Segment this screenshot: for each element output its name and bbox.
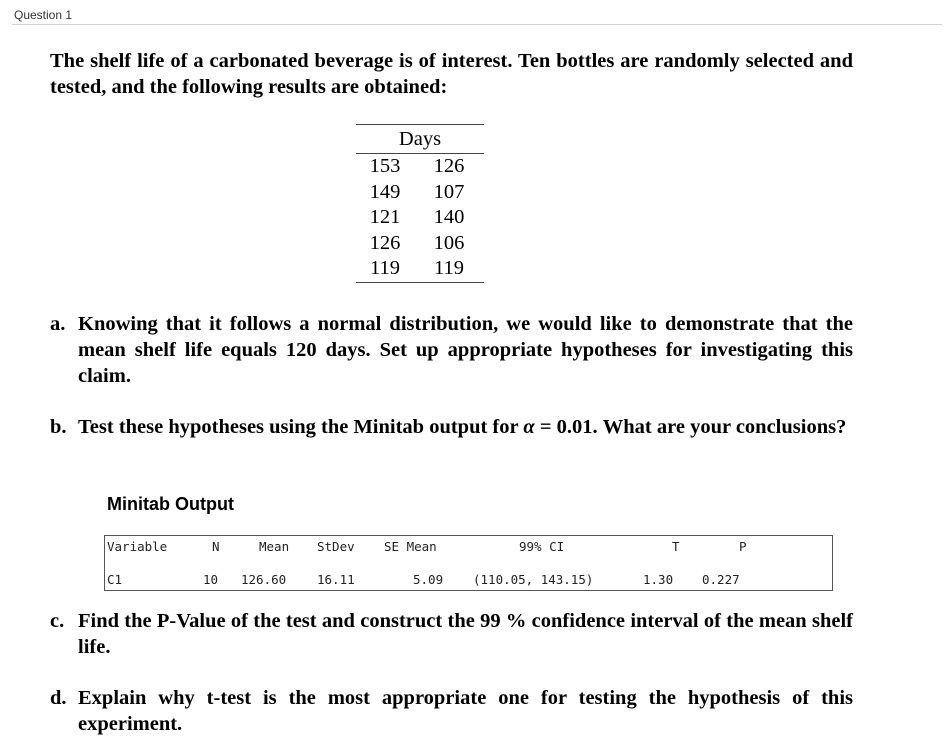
table-cell: 119 [434,257,464,279]
question-label: Question 1 [14,8,73,22]
part-d-text: Explain why t-test is the most appropriate one for testing the hypothesis of this experiment. [78,687,853,735]
days-table [356,124,484,283]
value-mean: 126.60 [241,572,287,587]
table-cell: 106 [433,231,465,254]
alpha-symbol: α [523,416,535,438]
table-cell: 126 [369,231,401,254]
minitab-output-table [104,535,833,591]
header-t: T [672,539,680,554]
table-row [356,180,484,206]
minitab-title: Minitab Output [107,494,234,514]
part-c-label: c. [50,610,65,632]
table-cell: 121 [369,206,401,228]
table-cell: 126 [433,155,465,177]
part-b [50,414,853,440]
part-d-label: d. [50,687,67,709]
value-p: 0.227 [702,572,740,587]
table-cell: 119 [370,257,400,279]
value-ci: (110.05, 143.15) [473,572,594,587]
header-n: N [212,539,220,554]
table-row [356,231,484,257]
header-variable: Variable [107,539,168,554]
part-b-text-before: Test these hypotheses using the Minitab output for [78,416,524,438]
header-p: P [739,539,747,554]
part-b-text [78,414,853,440]
value-se-mean: 5.09 [413,572,444,587]
table-cell: 153 [369,155,401,177]
value-t: 1.30 [643,572,674,587]
table-cell: 149 [369,180,401,203]
part-a-text: Knowing that it follows a normal distribution, we would like to demonstrate that the mean shelf life equals 120 days. Set up appropriate hypotheses for investigating this claim. [78,313,853,387]
header-mean: Mean [259,539,290,554]
part-c [50,608,853,660]
part-b-text-after: = 0.01. What are your conclusions? [534,416,847,438]
header-stdev: StDev [317,539,355,554]
question-divider [12,24,942,25]
table-cell: 107 [433,180,465,203]
part-d [50,685,853,737]
table-row [356,154,484,180]
intro-paragraph: The shelf life of a carbonated beverage is of interest. Ten bottles are randomly selected and tested, and the following results are obtained: [50,50,853,98]
part-a [50,311,853,389]
header-ci: 99% CI [519,539,565,554]
part-b-label: b. [50,416,67,438]
days-table-header: Days [356,125,484,154]
value-n: 10 [203,572,219,587]
part-a-label: a. [50,313,66,335]
table-row [356,205,484,231]
header-se-mean: SE Mean [384,539,437,554]
part-c-text: Find the P-Value of the test and construct the 99 % confidence interval of the mean shelf life. [78,610,853,658]
table-row [356,256,484,282]
table-cell: 140 [433,206,465,228]
value-variable: C1 [107,572,123,587]
value-stdev: 16.11 [317,572,355,587]
